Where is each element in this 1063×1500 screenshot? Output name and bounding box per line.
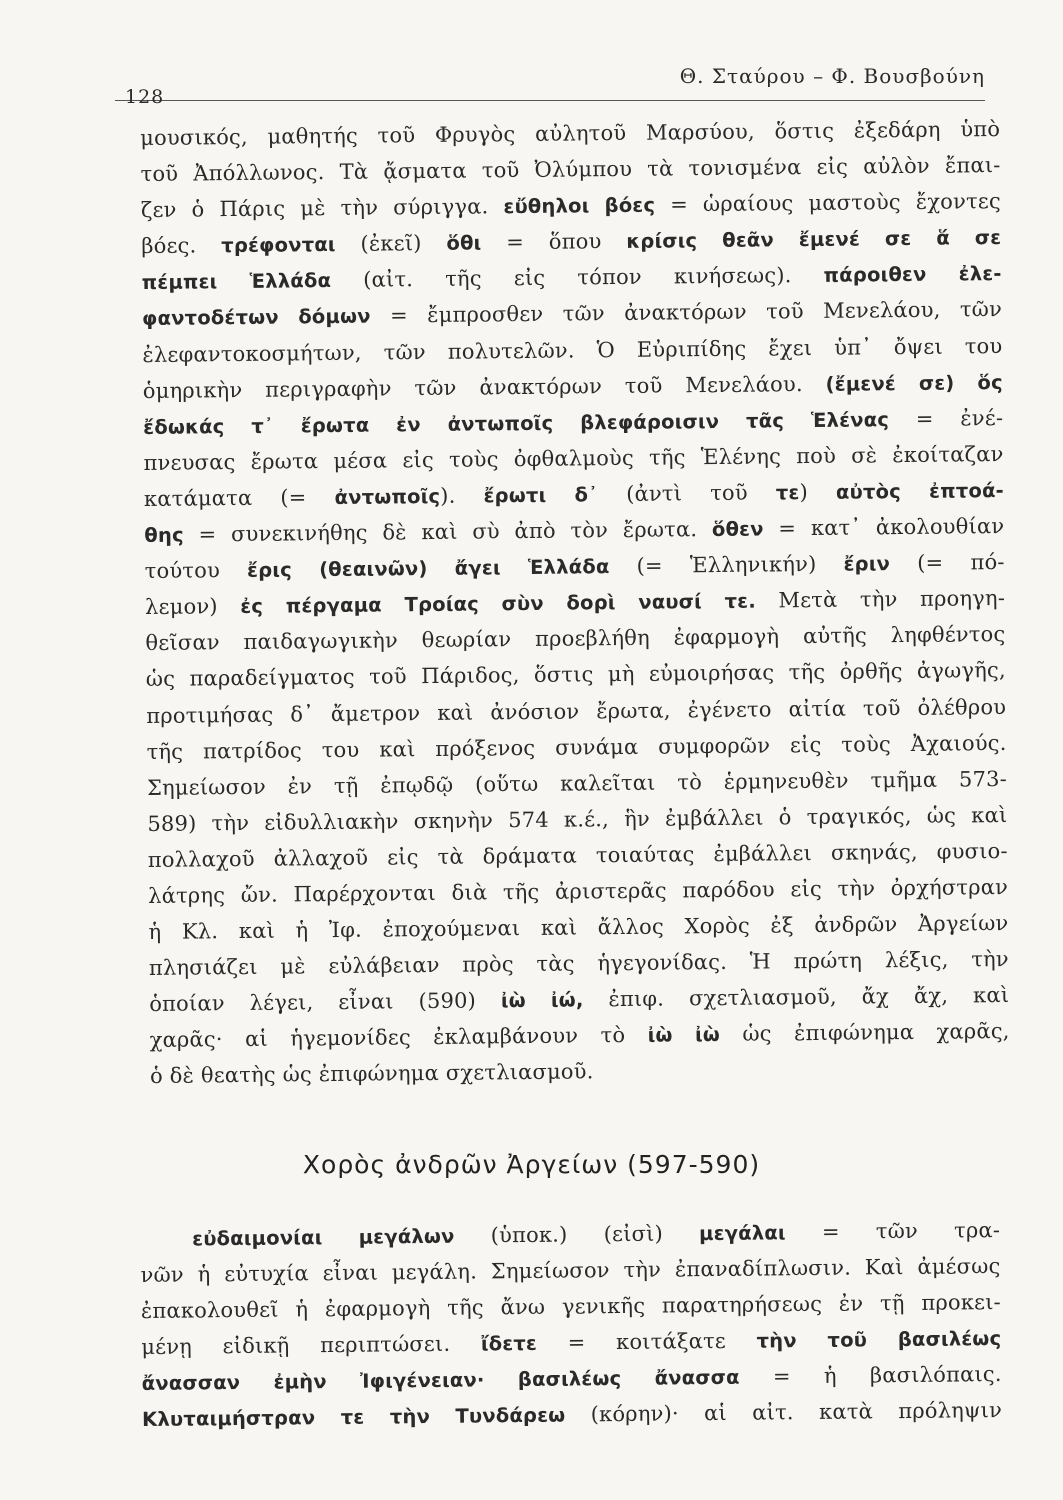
lemma-term: πάροιθεν ἐλε- [823,262,1002,288]
gloss-text: ὁ δὲ θεατὴς ὡς ἐπιφώνημα σχετλιασμοῦ. [149,1059,594,1089]
lemma-term: ἐς πέργαμα Τροίας σὺν δορὶ ναυσί τε. [240,589,757,619]
lemma-term: ὅθεν [711,517,764,542]
lemma-term: εὔθηλοι βόες [503,193,656,219]
lemma-term: ἰὼ ἰώ, [500,988,584,1013]
lemma-term: τε [775,481,800,505]
lemma-term: ἰὼ ἰὼ [647,1023,721,1048]
lemma-term: πέμπει Ἑλλάδα [141,269,332,295]
gloss-text: νῶν ἡ εὐτυχία εἶναι μεγάλη. Σημείωσον τὴν ἐπαναδίπλωσιν. Καὶ ἀμέσως [140,1254,1001,1288]
lemma-term: ἔρωτι δ᾽ [483,483,599,508]
gloss-text: κατάματα (= [143,484,335,511]
lemma-term: τὴν τοῦ βασιλέως [756,1327,1002,1353]
gloss-text: μένῃ εἰδικῇ περιπτώσει. [141,1331,482,1360]
gloss-text: ὁποίαν λέγει, εἶναι (590) [149,988,502,1017]
lemma-term: θης [144,523,184,548]
gloss-text: χαρᾶς· αἱ ἡγεμονίδες ἐκλαμβάνουν τὸ [149,1023,648,1053]
gloss-text: ἐλεφαντοκοσμήτων, τῶν πολυτελῶν. Ὁ Εὐριπίδης ἔχει ὑπ᾽ ὄψει του [142,333,1003,367]
gloss-text: (κόρην)· αἱ αἰτ. κατὰ πρόληψιν [565,1398,1003,1428]
text-line [150,1049,1010,1094]
lemma-term: (ἔμενέ σε) ὅς [825,370,1003,396]
lemma-term: ἴδετε [480,1332,538,1356]
gloss-text: πνευσας ἔρωτα μέσα εἰς τοὺς ὀφθαλμοὺς τῆς Ἑλένης ποὺ σὲ ἐκοίταζαν [143,441,1004,475]
text-line [142,1392,1002,1437]
gloss-text: ὡς ἐπιφώνημα χαρᾶς, [719,1019,1010,1047]
gloss-text: λεμον) [144,594,241,620]
gloss-text: = συνεκινήθης δὲ καὶ σὺ ἀπὸ τὸν ἔρωτα. [183,517,713,547]
gloss-text: (ὑποκ.) (εἰσὶ) [454,1221,700,1248]
gloss-text: τοῦ Ἀπόλλωνος. Τὰ ᾄσματα τοῦ Ὀλύμπου τὰ τονισμένα εἰς αὐλὸν ἔπαι- [140,153,1001,187]
gloss-text: θεῖσαν παιδαγωγικὴν θεωρίαν προεβλήθη ἐφαρμογὴ αὐτῆς ληφθέντος [145,622,1006,656]
gloss-text: = κατ᾽ ἀκολουθίαν [763,514,1005,541]
gloss-text: ). [440,483,484,508]
gloss-text: τῆς πατρίδος του καὶ πρόξενος συνάμα συμφορῶν εἰς τοὺς Ἀχαιούς. [146,730,1007,764]
gloss-text: (ἐκεῖ) [335,231,447,257]
gloss-text: ἐπακολουθεῖ ἡ ἐφαρμογὴ τῆς ἄνω γενικῆς παρατηρήσεως ἐν τῇ προκει- [140,1290,1002,1324]
gloss-text: (ἀντὶ τοῦ [597,480,776,507]
gloss-text: πολλαχοῦ ἀλλαχοῦ εἰς τὰ δράματα τοιαύτας ἐμβάλλει σκηνάς, φυσιο- [147,838,1008,872]
gloss-text: ἡ Κλ. καὶ ἡ Ἰφ. ἐποχούμεναι καὶ ἄλλος Χορὸς ἐξ ἀνδρῶν Ἀργείων [148,911,1009,945]
commentary-paragraph-1 [140,111,1010,1094]
lemma-term: τρέφονται [221,233,336,258]
lemma-term: εὐδαιμονίαι μεγάλων [192,1224,455,1251]
gloss-text: ὁμηρικὴν περιγραφὴν τῶν ἀνακτόρων τοῦ Μενελάου. [142,371,826,403]
lemma-term: μεγάλαι [698,1221,786,1246]
gloss-text: ) [799,479,837,505]
lemma-term: ὅθι [446,231,482,256]
lemma-term: ἀντωποῖς [334,484,441,509]
gloss-text: μουσικός, μαθητής τοῦ Φρυγὸς αὐλητοῦ Μαρσύου, ὅστις ἐξεδάρη ὑπὸ [140,116,1001,150]
gloss-text: = ἐνέ- [888,405,1004,431]
gloss-text: ὡς παραδείγματος τοῦ Πάριδος, ὅστις μὴ εὐμοιρήσας τῆς ὀρθῆς ἀγωγῆς, [145,658,1006,692]
gloss-text: = τῶν τρα- [785,1217,1001,1245]
lemma-term: ἔρις (θεαινῶν) ἄγει Ἑλλάδα [246,555,610,583]
gloss-text: λάτρης ὤν. Παρέρχονται διὰ τῆς ἀριστερᾶς παρόδου εἰς τὴν ὀρχήστραν [148,874,1009,908]
gloss-text: (= Ἑλληνικήν) [609,551,844,579]
gloss-text: βόες. [141,233,222,259]
lemma-term: κρίσις θεᾶν ἔμενέ σε ἅ σε [626,226,1002,254]
gloss-text: ζεν ὁ Πάρις μὲ τὴν σύριγγα. [140,194,504,223]
gloss-text: Σημείωσον ἐν τῇ ἐπῳδῷ (οὕτω καλεῖται τὸ ἑρμηνευθὲν τμῆμα 573- [146,766,1008,800]
gloss-text: ἐπιφ. σχετλιασμοῦ, ἄχ ἄχ, καὶ [583,983,1010,1012]
gloss-text: (= πό- [889,550,1005,576]
gloss-text: 589) τὴν εἰδυλλιακὴν σκηνὴν 574 κ.έ., ἣν ἐμβάλλει ὁ τραγικός, ὡς καὶ [147,802,1008,836]
gloss-text: πλησιάζει μὲ εὐλάβειαν πρὸς τὰς ἡγεγονίδας. Ἡ πρώτη λέξις, τὴν [148,947,1009,981]
lemma-term: φαντοδέτων δόμων [141,305,371,331]
gloss-text: προτιμήσας δ᾽ ἄμετρον καὶ ἀνόσιον ἔρωτα, ἐγένετο αἰτία τοῦ ὀλέθρου [146,694,1007,728]
lemma-term: αὐτὸς ἐπτοά- [835,478,1005,504]
gloss-text: τούτου [144,558,248,584]
page-number: 128 [125,86,165,108]
running-head [115,60,985,108]
gloss-text: (αἰτ. τῆς εἰς τόπον κινήσεως). [331,263,824,293]
lemma-term: Κλυταιμήστραν τε τὴν Τυνδάρεω [141,1404,566,1432]
header-authors: Θ. Σταύρου – Φ. Βουσβούνη [679,64,985,88]
gloss-text: = ἡ βασιλόπαις. [739,1362,1002,1390]
gloss-text: = ὅπου [481,229,627,255]
lemma-term: ἔδωκάς τ᾽ ἔρωτα ἐν ἀντωποῖς βλεφάροισιν τᾶς Ἑλένας [143,407,890,439]
gloss-text: = κοιτάξατε [536,1328,757,1356]
lemma-term: ἄνασσαν ἐμὴν Ἰφιγένειαν· βασιλέως ἄνασσα [141,1366,740,1396]
lemma-term: ἔριν [843,552,891,576]
section-heading: Χορὸς ἀνδρῶν Ἀργείων (597-590) [302,1150,761,1179]
gloss-text: = ὡραίους μαστοὺς ἔχοντες [655,189,1002,217]
commentary-paragraph-2 [140,1212,1002,1438]
gloss-text: Μετὰ τὴν προηγη- [755,586,1006,613]
gloss-text: = ἔμπροσθεν τῶν ἀνακτόρων τοῦ Μενελάου, τῶν [370,297,1003,329]
